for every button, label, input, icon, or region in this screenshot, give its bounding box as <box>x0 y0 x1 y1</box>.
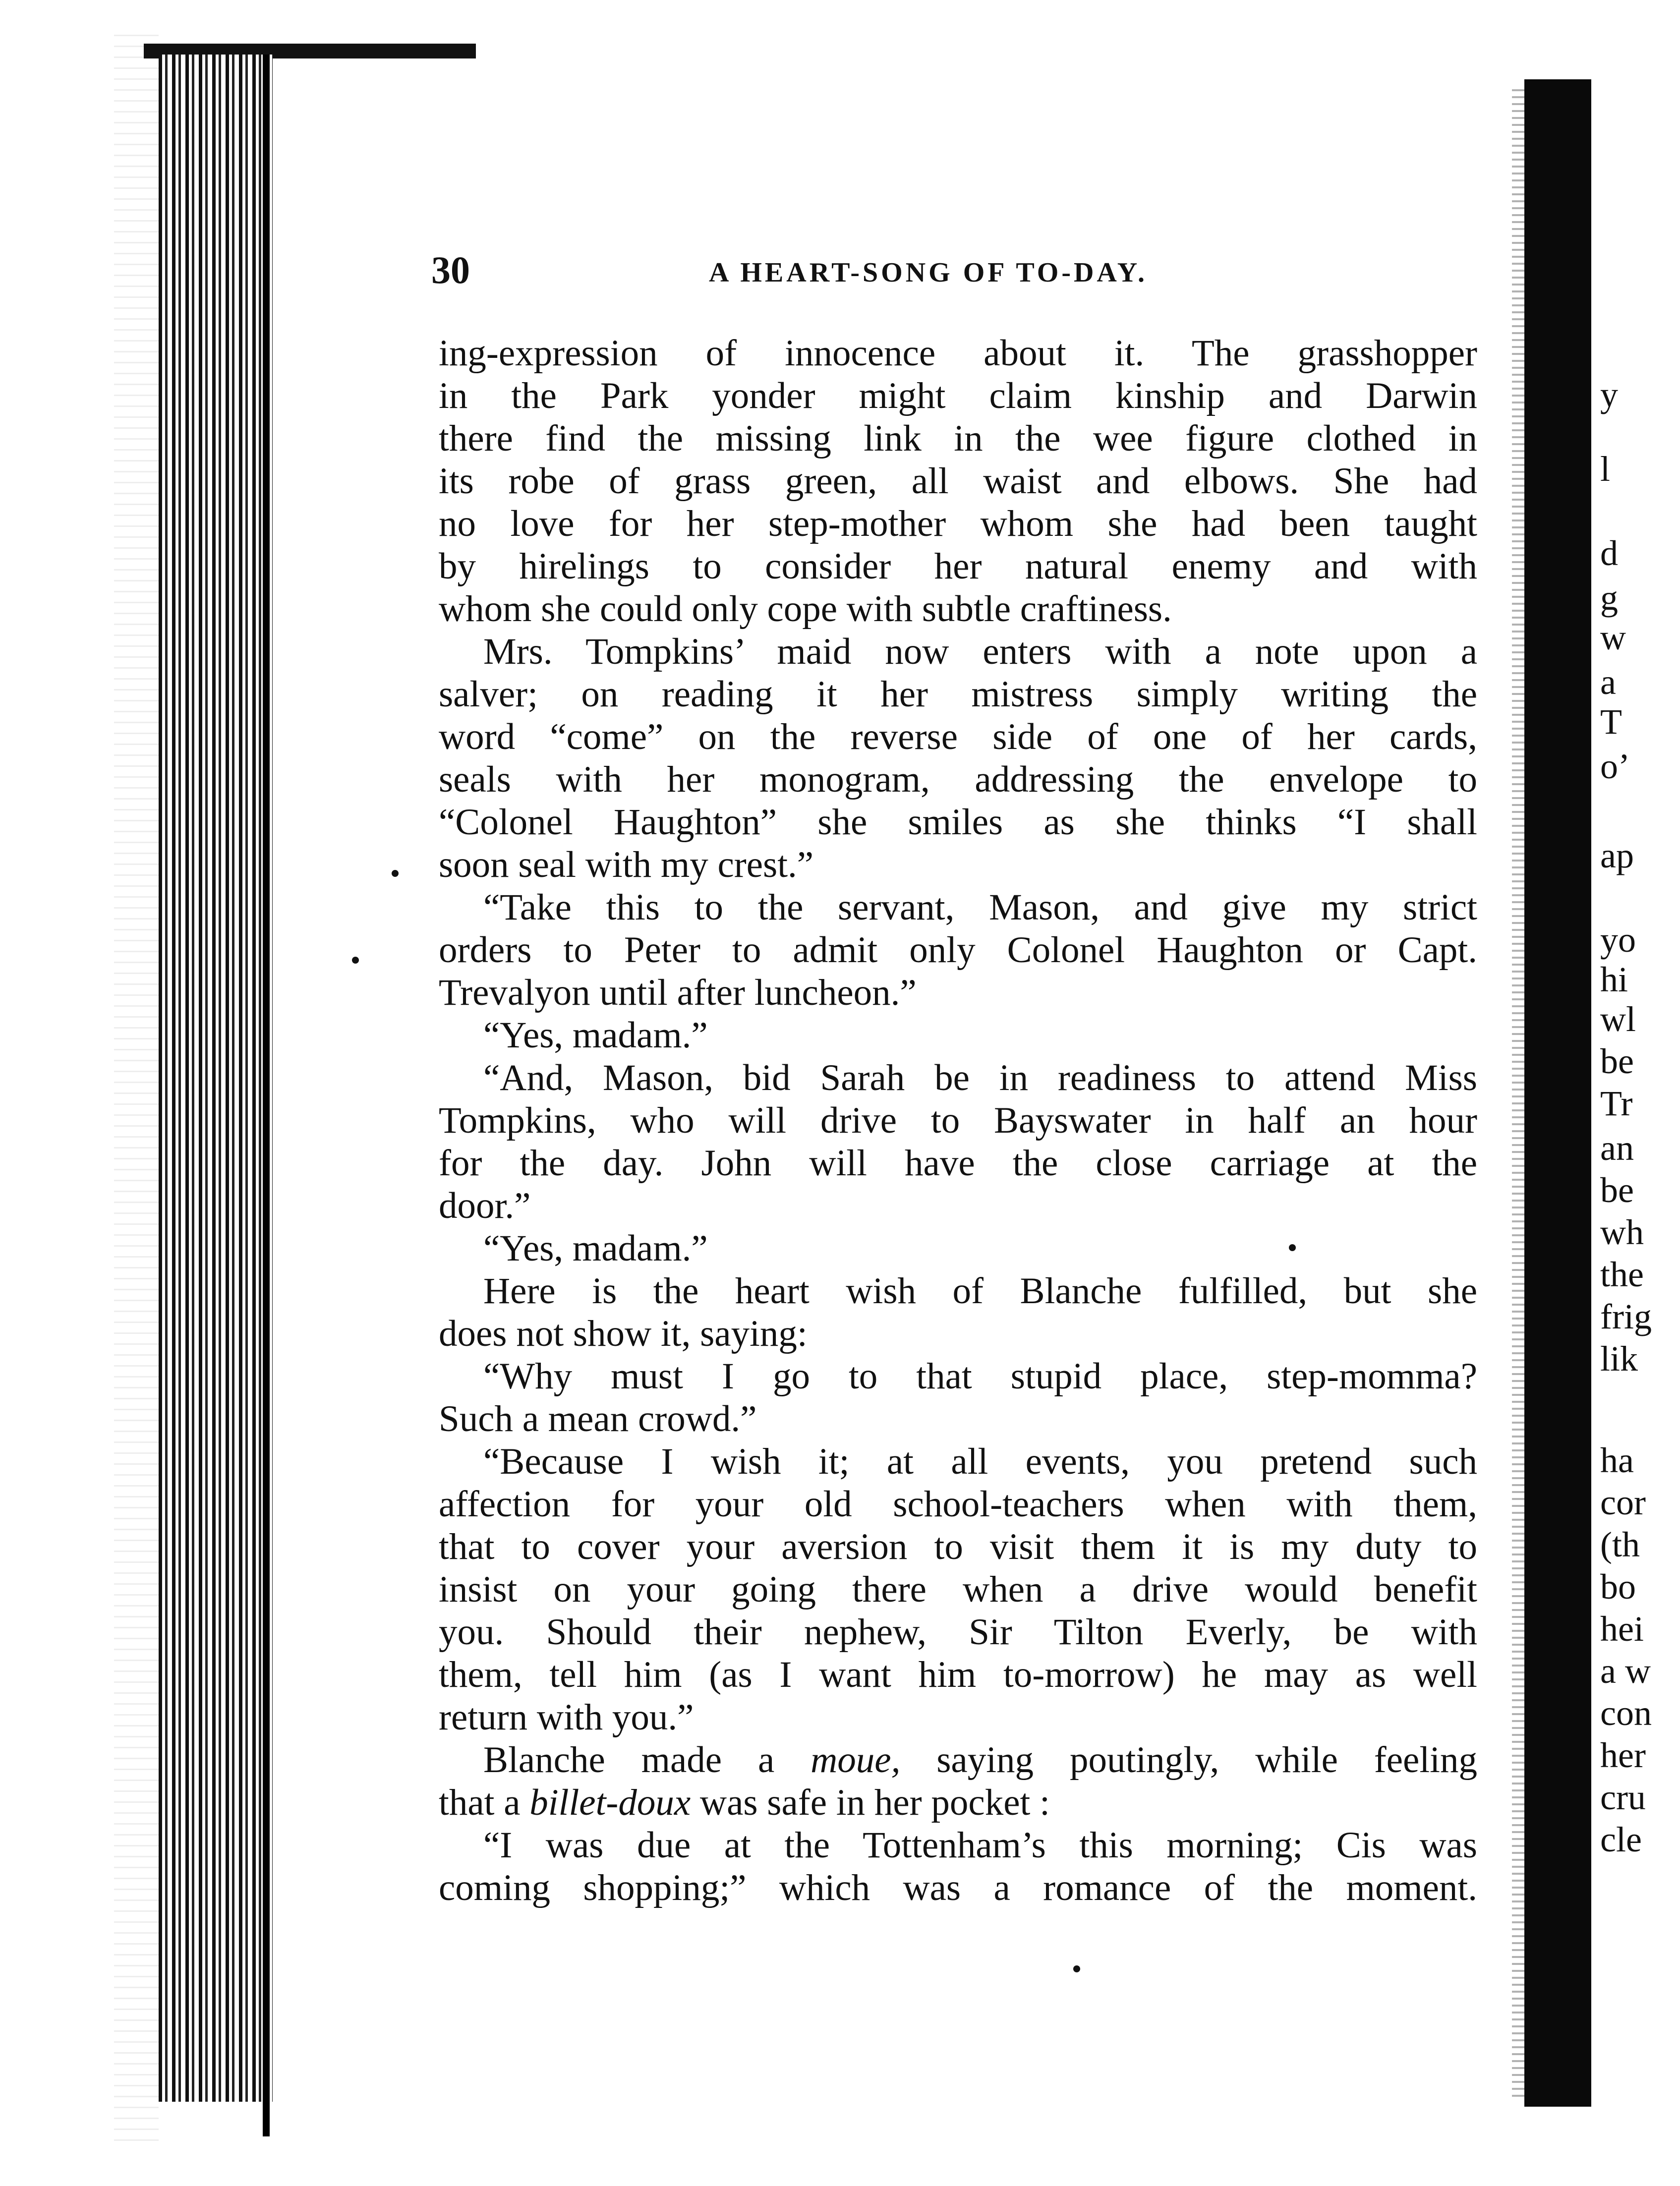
fragment: her <box>1600 1735 1646 1775</box>
fragment: w <box>1600 618 1626 657</box>
fragment: the <box>1600 1255 1644 1294</box>
text-line: them, tell him (as I want him to-morrow) he may as well <box>439 1654 1477 1695</box>
fragment: d <box>1600 533 1618 573</box>
text-line: no love for her step-mother whom she had been taught <box>439 503 1477 544</box>
fragment: cle <box>1600 1820 1642 1859</box>
text-line: by hirelings to consider her natural enemy and with <box>439 546 1477 587</box>
fragment: cru <box>1600 1778 1646 1817</box>
italic-word: billet-doux <box>529 1782 691 1823</box>
text-line: its robe of grass green, all waist and elbows. She had <box>439 460 1477 502</box>
text-line: there find the missing link in the wee figure clothed in <box>439 418 1477 459</box>
text-line: door.” <box>439 1185 531 1226</box>
fragment: lik <box>1600 1339 1638 1379</box>
text-line: “Take this to the servant, Mason, and give my strict <box>483 887 1477 928</box>
fragment: yo <box>1600 920 1636 960</box>
fragment: cor <box>1600 1483 1646 1522</box>
fragment: wl <box>1600 999 1636 1039</box>
text-line: does not show it, saying: <box>439 1313 808 1354</box>
scan-speck <box>1289 1244 1296 1251</box>
running-title: A HEART-SONG OF TO-DAY. <box>709 257 1148 288</box>
text-line: coming shopping;” which was a romance of the moment. <box>439 1867 1477 1908</box>
fragment: an <box>1600 1128 1634 1168</box>
text-line: “Why must I go to that stupid place, step-momma? <box>483 1356 1477 1397</box>
fragment: hei <box>1600 1609 1644 1649</box>
fragment: hi <box>1600 960 1628 999</box>
text-line: ing-expression of innocence about it. The grasshopper <box>439 333 1477 374</box>
text-line: in the Park yonder might claim kinship and Darwin <box>439 375 1477 416</box>
fragment: (th <box>1600 1525 1640 1564</box>
text-line <box>439 1782 1477 1824</box>
fragment: bo <box>1600 1567 1636 1607</box>
text-line: orders to Peter to admit only Colonel Haughton or Capt. <box>439 929 1477 971</box>
gutter-noise <box>114 35 159 2141</box>
text-line: insist on your going there when a drive would benefit <box>439 1569 1477 1610</box>
fragment: con <box>1600 1693 1652 1733</box>
fragment: be <box>1600 1041 1634 1081</box>
text-line: for the day. John will have the close carriage at the <box>439 1143 1477 1184</box>
text-segment: that a <box>439 1782 530 1823</box>
text-line: word “come” on the reverse side of one of her cards, <box>439 716 1477 757</box>
text-line: “I was due at the Tottenham’s this morning; Cis was <box>483 1825 1477 1866</box>
text-line: affection for your old school-teachers when with them, <box>439 1484 1477 1525</box>
fragment: ap <box>1600 836 1634 875</box>
fragment: g <box>1600 578 1618 618</box>
text-line: “Because I wish it; at all events, you pretend such <box>483 1441 1477 1482</box>
text-line: soon seal with my crest.” <box>439 844 814 885</box>
text-segment: Blanche made a <box>483 1739 811 1781</box>
fragment: y <box>1600 375 1618 414</box>
text-line: “And, Mason, bid Sarah be in readiness to attend Miss <box>483 1057 1477 1098</box>
text-line: Mrs. Tompkins’ maid now enters with a note upon a <box>483 631 1477 672</box>
fragment: l <box>1600 449 1611 489</box>
binding-edge <box>263 55 270 2136</box>
fragment: be <box>1600 1170 1634 1210</box>
text-line: Trevalyon until after luncheon.” <box>439 972 917 1013</box>
scan-speck <box>352 957 359 964</box>
fragment: o’ <box>1600 747 1630 786</box>
text-line: return with you.” <box>439 1697 694 1738</box>
text-line: Tompkins, who will drive to Bayswater in half an hour <box>439 1100 1477 1141</box>
facing-page-fragments <box>1600 0 1680 2186</box>
text-segment: was safe in her pocket : <box>691 1782 1050 1823</box>
right-page-edge <box>1524 79 1591 2107</box>
text-line: “Colonel Haughton” she smiles as she thinks “I shall <box>439 802 1477 843</box>
scan-speck <box>1073 1965 1080 1972</box>
text-line: that to cover your aversion to visit them it is my duty to <box>439 1526 1477 1567</box>
page-header <box>431 250 1472 290</box>
book-binding <box>159 55 273 2102</box>
fragment: frig <box>1600 1297 1652 1336</box>
text-line: you. Should their nephew, Sir Tilton Everly, be with <box>439 1611 1477 1653</box>
fragment: a <box>1600 662 1616 702</box>
text-line: Such a mean crowd.” <box>439 1398 757 1439</box>
text-segment: saying poutingly, while feeling <box>900 1739 1478 1781</box>
text-line: “Yes, madam.” <box>483 1015 708 1056</box>
text-line: whom she could only cope with subtle craftiness. <box>439 588 1172 630</box>
italic-word: moue, <box>811 1739 901 1781</box>
fragment: Tr <box>1600 1084 1633 1123</box>
scan-speck <box>392 870 399 877</box>
fragment: wh <box>1600 1212 1644 1252</box>
text-line: seals with her monogram, addressing the envelope to <box>439 759 1477 800</box>
fragment: a w <box>1600 1651 1651 1691</box>
fragment: T <box>1600 702 1622 742</box>
fragment: ha <box>1600 1440 1634 1480</box>
text-line: salver; on reading it her mistress simply writing the <box>439 674 1477 715</box>
text-line: “Yes, madam.” <box>483 1228 708 1269</box>
text-line <box>439 1739 1477 1782</box>
text-line: Here is the heart wish of Blanche fulfilled, but she <box>483 1270 1477 1312</box>
page-number: 30 <box>431 248 470 291</box>
